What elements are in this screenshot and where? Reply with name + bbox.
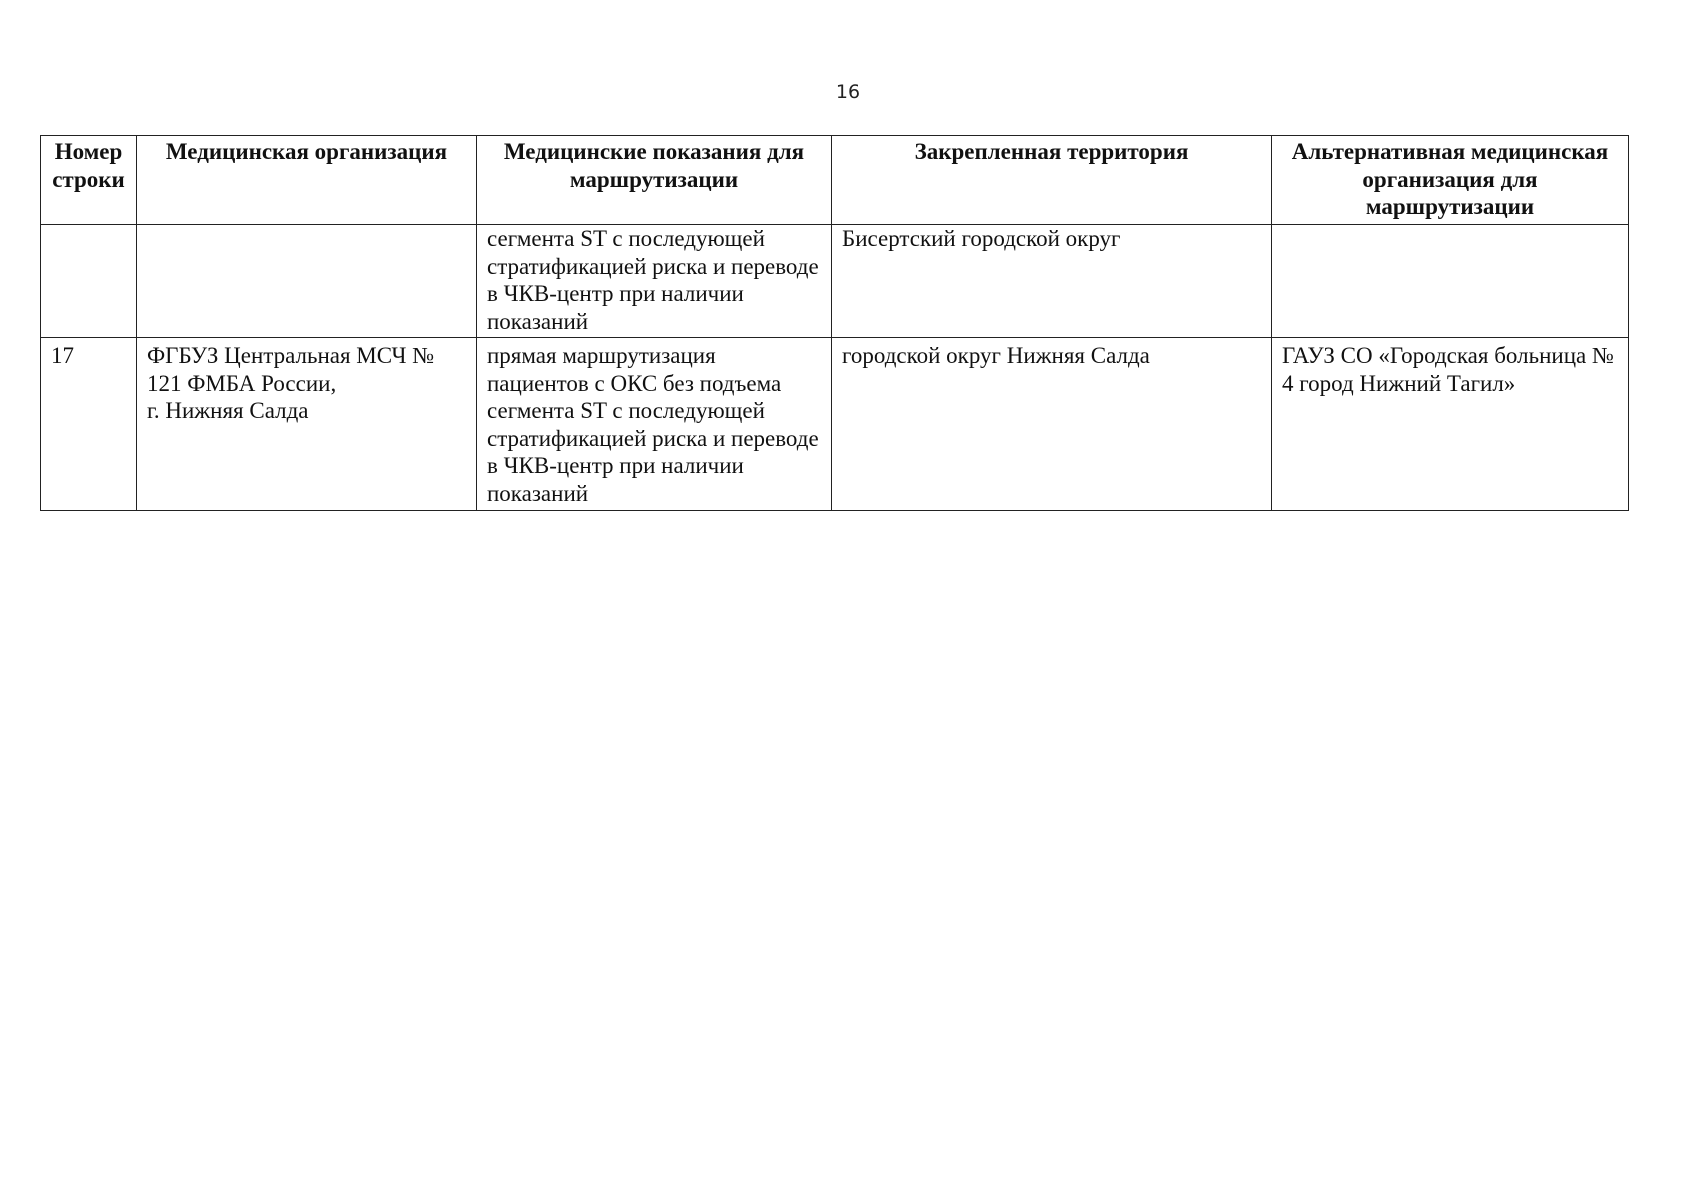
- header-assigned-territory: Закрепленная территория: [832, 136, 1272, 225]
- cell-row-number: [41, 225, 137, 338]
- header-medical-organization: Медицинская организация: [137, 136, 477, 225]
- header-alternative-organization: Альтернативная медицинская организация для маршрутизации: [1272, 136, 1629, 225]
- organization-line: г. Нижняя Салда: [147, 398, 309, 423]
- cell-row-number: 17: [41, 338, 137, 511]
- organization-line: ФГБУЗ Центральная МСЧ №: [147, 343, 435, 368]
- cell-territory: Бисертский городской округ: [832, 225, 1272, 338]
- cell-organization: [137, 338, 477, 511]
- table-header-row: [41, 136, 1629, 225]
- page-number: 16: [835, 81, 861, 103]
- cell-indications: прямая маршрутизация пациентов с ОКС без подъема сегмента ST с последующей стратификацией риска и переводе в ЧКВ-центр при наличии показаний: [477, 338, 832, 511]
- table-row: [41, 338, 1629, 511]
- cell-territory: городской округ Нижняя Салда: [832, 338, 1272, 511]
- header-row-number: Номер строки: [41, 136, 137, 225]
- routing-table: [40, 135, 1629, 511]
- cell-indications: сегмента ST с последующей стратификацией риска и переводе в ЧКВ-центр при наличии показаний: [477, 225, 832, 338]
- table-row: [41, 225, 1629, 338]
- cell-organization: [137, 225, 477, 338]
- cell-alternative-organization: ГАУЗ СО «Городская больница № 4 город Нижний Тагил»: [1272, 338, 1629, 511]
- cell-alternative-organization: [1272, 225, 1629, 338]
- organization-line: 121 ФМБА России,: [147, 370, 337, 396]
- header-medical-indications: Медицинские показания для маршрутизации: [477, 136, 832, 225]
